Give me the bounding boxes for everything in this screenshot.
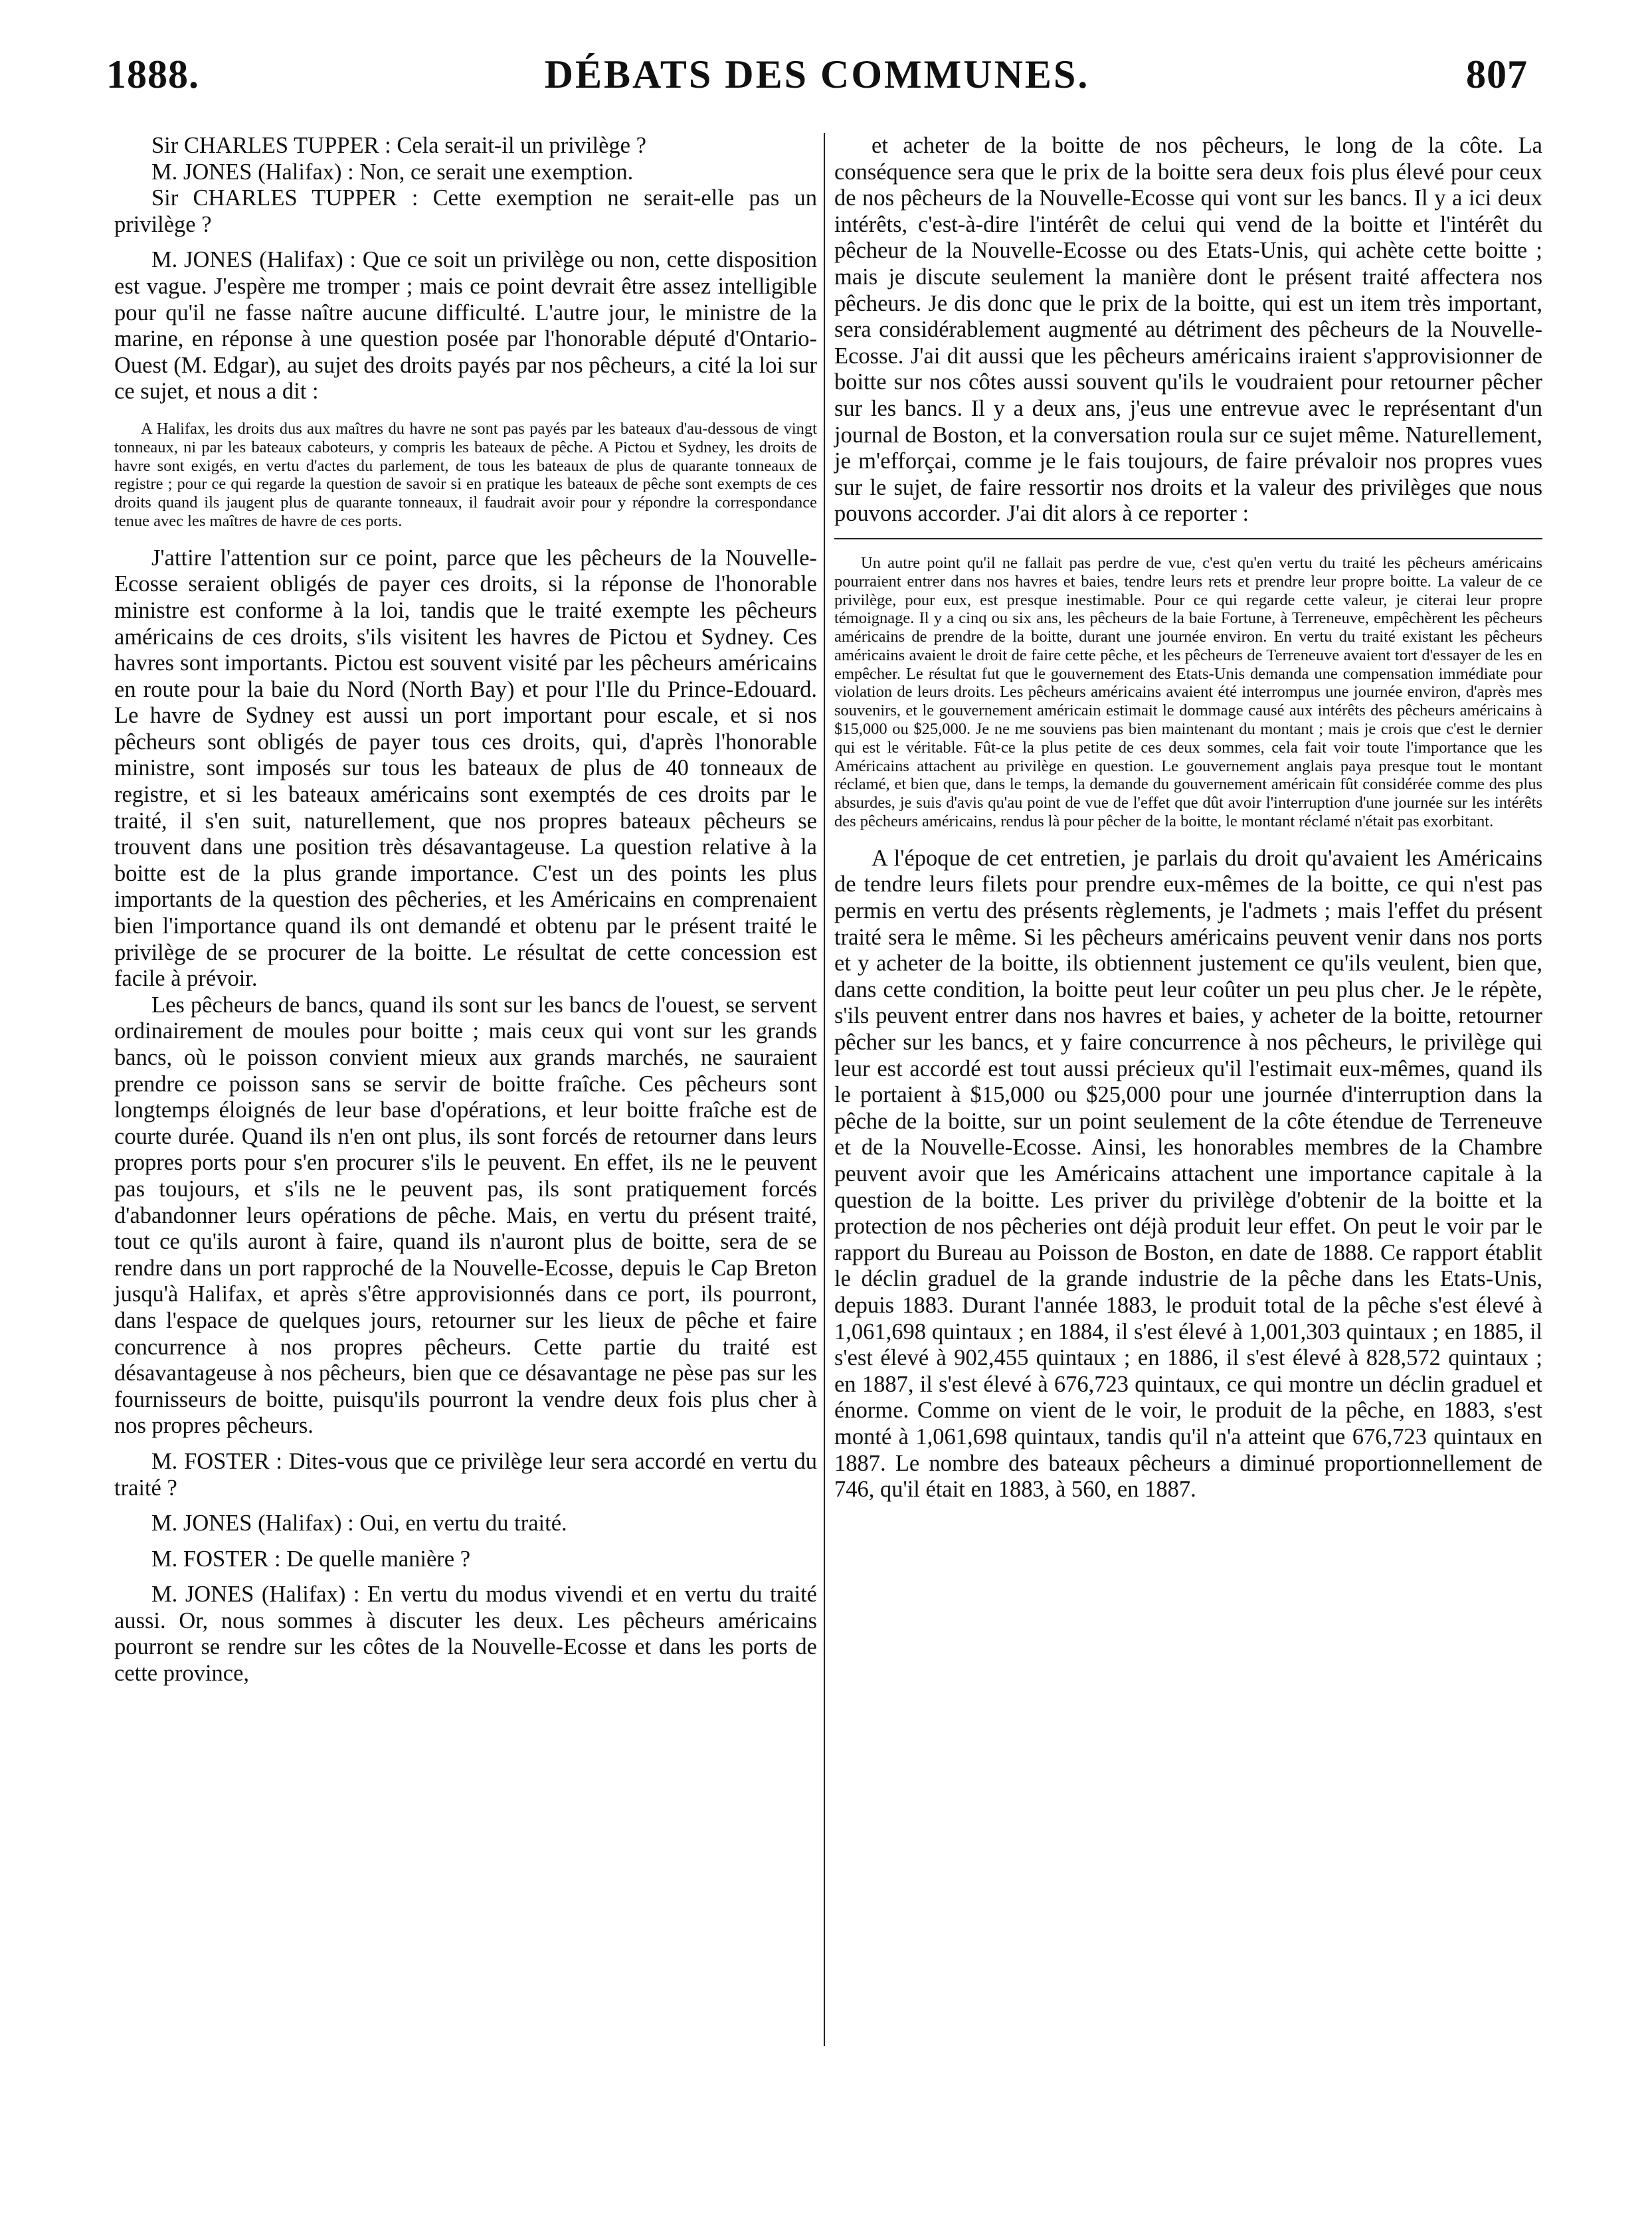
block-quote: Un autre point qu'il ne fallait pas perdre de vue, c'est qu'en vertu du traité les pêcheurs américains pourraient entrer dans nos havres et baies, tendre leurs rets et prendre leur propre boitte. La valeur de ce privilège, pour eux, est presque inestimable. Pour ce qui regarde cette valeur, je citerai leur propre témoignage. Il y a cinq ou six ans, les pêcheurs de la baie Fortune, à Terreneuve, empêchèrent les pêcheurs américains de prendre de la boitte, durant une journée environ. En vertu du traité existant les pêcheurs américains avaient le droit de faire cette pêche, et les pêcheurs de Terreneuve avaient tort d'essayer de les en empêcher. Le résultat fut que le gouvernement des Etats-Unis demanda une compensation immédiate pour violation de leurs droits. Les pêcheurs américains avaient été interrompus une journée environ, d'après mes souvenirs, et le gouvernement américain estimait le dommage causé aux intérêts des pêcheurs américains à $15,000 ou $25,000. Je ne me souviens pas bien maintenant du montant ; mais je crois que c'est le dernier qui est le véritable. Fût-ce la plus petite de ces deux sommes, cela fait voir toute l'importance que les Américains attachent au privilège en question. Le gouvernement anglais paya presque tout le montant réclamé, et bien que, dans le temps, la demande du gouvernement américain fût considérée comme des plus absurdes, je suis d'avis qu'au point de vue de l'effet que dût avoir l'interruption d'une journée sur les intérêts des pêcheurs américains, rendus là pour pêcher de la boitte, le montant réclamé n'était pas exorbitant. [834, 553, 1542, 831]
paragraph: M. JONES (Halifax) : Non, ce serait une exemption. [151, 159, 634, 185]
paragraph: A l'époque de cet entretien, je parlais du droit qu'avaient les Américains de tendre leurs filets pour prendre eux-mêmes de la boitte, ce qui n'est pas permis en vertu des présents règlements, je l'admets ; mais l'effet du présent traité sera le même. Si les pêcheurs américains peuvent venir dans nos ports et y acheter de la boitte, ils obtiennent justement ce qu'ils veulent, bien que, dans cette condition, la boitte peut leur coûter un peu plus cher. Je le répète, s'ils peuvent entrer dans nos havres et baies, y acheter de la boitte, retourner pêcher sur les bancs, et y faire concurrence à nos pêcheurs, le privilège qui leur est accordé est tout aussi précieux qu'il l'estimait eux-mêmes, quand ils le portaient à $15,000 ou $25,000 pour une journée d'interruption dans la pêche de la boitte, sur un point seulement de la côte étendue de Terreneuve et de la Nouvelle-Ecosse. Ainsi, les honorables membres de la Chambre peuvent avoir que les Américains attachent une importance capitale à la question de la boitte. Les priver du privilège d'obtenir de la boitte et la protection de nos pêcheries ont déjà produit leur effet. On peut le voir par le rapport du Bureau au Poisson de Boston, en date de 1888. Ce rapport établit le déclin graduel de la grande industrie de la pêche dans les Etats-Unis, depuis 1883. Durant l'année 1883, le produit total de la pêche s'est élevé à 1,061,698 quintaux ; en 1884, il s'est élevé à 1,001,303 quintaux ; en 1885, il s'est élevé à 902,455 quintaux ; en 1886, il s'est élevé à 828,572 quintaux ; en 1887, il s'est élevé à 676,723 quintaux, ce qui montre un déclin graduel et énorme. Comme on vient de le voir, le produit de la pêche, en 1883, s'est monté à 1,061,698 quintaux, tandis qu'il n'a atteint que 676,723 quintaux en 1887. Le nombre des bateaux pêcheurs a diminué proportionnellement de 746, qu'il était en 1883, à 560, en 1887. [834, 845, 1542, 1503]
column-divider [824, 133, 825, 2046]
paragraph: M. FOSTER : De quelle manière ? [151, 1546, 471, 1572]
paragraph: M. JONES (Halifax) : En vertu du modus vivendi et en vertu du traité aussi. Or, nous sommes à discuter les deux. Les pêcheurs américains pourront se rendre sur les côtes de la Nouvelle-Ecosse et dans les ports de cette province, [114, 1582, 817, 1687]
block-quote: A Halifax, les droits dus aux maîtres du havre ne sont pas payés par les bateaux d'au-dessous de vingt tonneaux, ni par les bateaux caboteurs, y compris les bateaux de pêche. A Pictou et Sydney, les droits de havre sont exigés, en vertu d'actes du parlement, de tous les bateaux de plus de quarante tonneaux de registre ; pour ce qui regarde la question de savoir si en pratique les bateaux de pêche sont exempts de ces droits quand ils jaugent plus de quarante tonneaux, il faudrait avoir pour y répondre la correspondance tenue avec les maîtres de havre de ces ports. [114, 419, 817, 530]
page-header [106, 41, 1528, 114]
page-title: DÉBATS DES COMMUNES. [544, 52, 1090, 96]
paragraph: Sir CHARLES TUPPER : Cette exemption ne serait-elle pas un privilège ? [114, 185, 817, 237]
page-number: 807 [1466, 52, 1528, 96]
paragraph: Sir CHARLES TUPPER : Cela serait-il un privilège ? [151, 133, 646, 158]
paragraph: M. FOSTER : Dites-vous que ce privilège leur sera accordé en vertu du traité ? [114, 1448, 817, 1501]
paragraph: M. JONES (Halifax) : Que ce soit un privilège ou non, cette disposition est vague. J'espère me tromper ; mais ce point devrait être assez intelligible pour qu'il ne fasse naître aucune difficulté. L'autre jour, le ministre de la marine, en réponse à une question posée par l'honorable député d'Ontario-Ouest (M. Edgar), au sujet des droits payés par nos pêcheurs, a cité la loi sur ce sujet, et nous a dit : [114, 247, 817, 405]
paragraph: M. JONES (Halifax) : Oui, en vertu du traité. [151, 1511, 567, 1536]
horizontal-rule [834, 538, 1542, 539]
paragraph: Les pêcheurs de bancs, quand ils sont sur les bancs de l'ouest, se servent ordinairement de moules pour boitte ; mais ceux qui vont sur les grands bancs, où le poisson convient mieux aux grands marchés, ne sauraient prendre ce poisson sans se servir de boitte fraîche. Ces pêcheurs sont longtemps éloignés de leur base d'opérations, et leur boitte fraîche est de courte durée. Quand ils n'en ont plus, ils sont forcés de retourner dans leurs propres ports pour s'en procurer s'ils le peuvent. En effet, ils ne le peuvent pas toujours, et s'ils ne le peuvent pas, ils sont pratiquement forcés d'abandonner leurs opérations de pêche. Mais, en vertu du présent traité, tout ce qu'ils auront à faire, quand ils n'auront plus de boitte, sera de se rendre dans un port rapproché de la Nouvelle-Ecosse, depuis le Cap Breton jusqu'à Halifax, et après s'être approvisionnés dans ce port, ils pourront, dans l'espace de quelques jours, retourner sur les lieux de pêche et faire concurrence à nos propres pêcheurs. Cette partie du traité est désavantageuse à nos pêcheurs, bien que ce désavantage ne pèse pas sur les fournisseurs de boitte, puisqu'ils pourront la vendre deux fois plus cher à nos propres pêcheurs. [114, 992, 817, 1439]
paragraph: et acheter de la boitte de nos pêcheurs, le long de la côte. La conséquence sera que le prix de la boitte sera deux fois plus élevé pour ceux de nos pêcheurs de la Nouvelle-Ecosse qui vont sur les bancs. Il y a ici deux intérêts, c'est-à-dire l'intérêt de celui qui vend de la boitte et l'intérêt du pêcheur de la Nouvelle-Ecosse ou des Etats-Unis, qui achète cette boitte ; mais je discute seulement la manière dont le présent traité affectera nos pêcheurs. Je dis donc que le prix de la boitte, qui est un item très important, sera considérablement augmenté au détriment des pêcheurs de la Nouvelle-Ecosse. J'ai dit aussi que les pêcheurs américains iraient s'approvisionner de boitte sur nos côtes aussi souvent qu'ils le voudraient pour retourner pêcher sur les bancs. Il y a deux ans, j'eus une entrevue avec le représentant d'un journal de Boston, et la conversation roula sur ce sujet même. Naturellement, je m'efforçai, comme je le fais toujours, de faire prévaloir nos propres vues sur le sujet, de faire ressortir nos droits et la valeur des privilèges que nous pouvons accorder. J'ai dit alors à ce reporter : [834, 133, 1542, 527]
left-column [114, 133, 817, 1687]
right-column [834, 133, 1542, 1503]
paragraph: J'attire l'attention sur ce point, parce que les pêcheurs de la Nouvelle-Ecosse seraient obligés de payer ces droits, si la réponse de l'honorable ministre est conforme à la loi, tandis que le traité exempte les pêcheurs américains de ces droits, s'ils visitent les havres de Pictou et Sydney. Ces havres sont importants. Pictou est souvent visité par les pêcheurs américains en route pour la baie du Nord (North Bay) et pour l'Ile du Prince-Edouard. Le havre de Sydney est aussi un port important pour escale, et si nos pêcheurs sont obligés de payer tous ces droits, qui, d'après l'honorable ministre, sont imposés sur tous les bateaux de plus de 40 tonneaux de registre, et si les bateaux américains sont exemptés de ces droits par le traité, il s'en suit, naturellement, que nos propres bateaux pêcheurs se trouvent dans une position très désavantageuse. La question relative à la boitte est de la plus grande importance. C'est un des points les plus importants de la question des pêcheries, et les Américains en comprenaient bien l'importance quand ils ont demandé et obtenu par le présent traité le privilège de se procurer de la boitte. Le résultat de cette concession est facile à prévoir. [114, 545, 817, 992]
header-year: 1888. [106, 52, 199, 96]
